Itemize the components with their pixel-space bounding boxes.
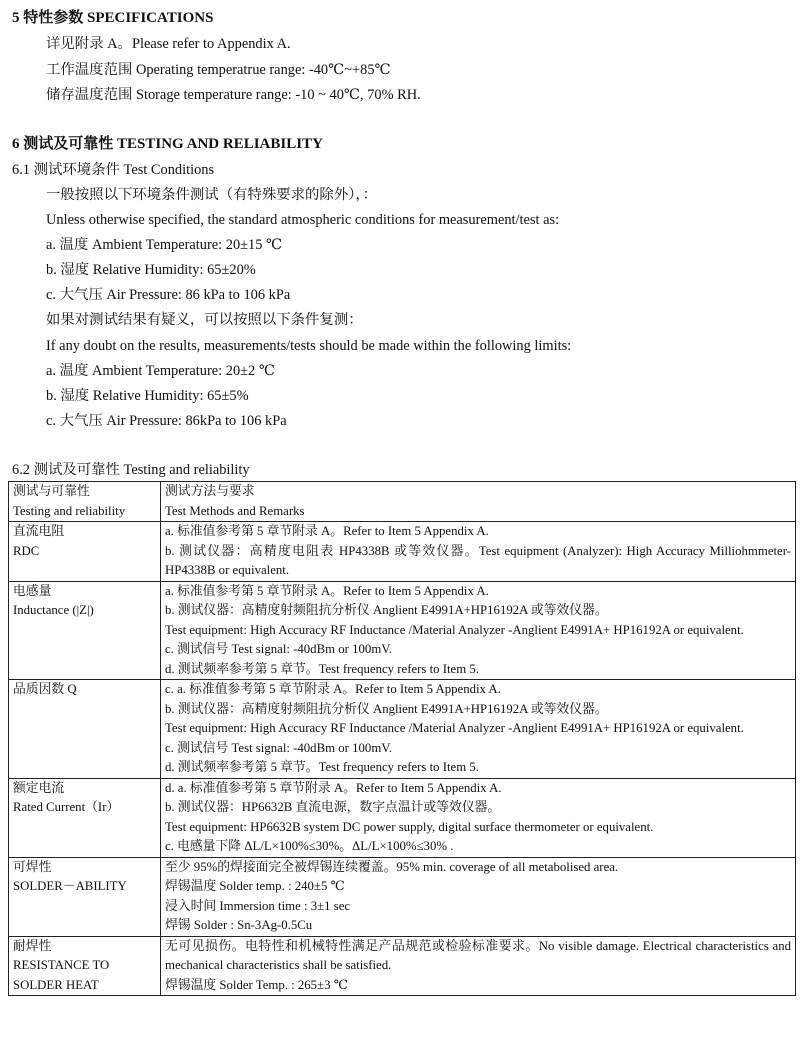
method-line: 焊锡温度 Solder Temp. : 265±3 ℃ xyxy=(165,977,349,992)
test-method-rated-current xyxy=(161,778,796,857)
method-line: b. 测试仪器：高精度电阻表 HP4338B 或等效仪器。Test equipment (Analyzer): High Accuracy Milliohmmeter-HP4338B or equivalent. xyxy=(165,543,791,577)
method-line: d. 测试频率参考第 5 章节。Test frequency refers to Item 5. xyxy=(165,760,479,774)
header-text: Test Methods and Remarks xyxy=(165,503,305,518)
section-6-heading: 6 测试及可靠性 TESTING AND RELIABILITY xyxy=(12,136,323,152)
condition-line: c. 大气压 Air Pressure: 86kPa to 106 kPa xyxy=(46,413,287,429)
test-name: 可焊性 xyxy=(13,859,52,874)
method-line: c. 测试信号 Test signal: -40dBm or 100mV. xyxy=(165,642,393,656)
table-header-row xyxy=(9,482,796,522)
test-method-q-factor xyxy=(161,680,796,779)
header-text: 测试方法与要求 xyxy=(165,484,255,498)
test-name: SOLDER－ABILITY xyxy=(13,879,127,893)
condition-line: b. 湿度 Relative Humidity: 65±5% xyxy=(46,388,249,404)
condition-line: a. 温度 Ambient Temperature: 20±15 ℃ xyxy=(46,237,283,253)
reliability-table xyxy=(8,481,796,996)
method-line: c. 电感量下降 ΔL/L×100%≤30%。ΔL/L×100%≤30% . xyxy=(165,839,454,853)
test-method-inductance xyxy=(161,581,796,680)
condition-line: c. 大气压 Air Pressure: 86 kPa to 106 kPa xyxy=(46,287,291,303)
test-name: 电感量 xyxy=(13,583,52,598)
test-method-resistance-to-solder-heat xyxy=(161,936,796,996)
test-item-rdc xyxy=(9,522,161,582)
test-item-resistance-to-solder-heat xyxy=(9,936,161,996)
table-row xyxy=(9,778,796,857)
method-line: d. 测试频率参考第 5 章节。Test frequency refers to Item 5. xyxy=(165,661,479,676)
method-line: 焊锡温度 Solder temp. : 240±5 ℃ xyxy=(165,879,345,893)
test-name: 耐焊性 xyxy=(13,938,52,953)
table-row xyxy=(9,680,796,779)
condition-line: 如果对测试结果有疑义，可以按照以下条件复测： xyxy=(46,312,363,328)
table-row xyxy=(9,857,796,936)
spec-line-operating-temp: 工作温度范围 Operating temperatrue range: -40℃~+85℃ xyxy=(46,62,391,78)
section-5-heading: 5 特性参数 SPECIFICATIONS xyxy=(12,10,214,26)
method-line: 浸入时间 Immersion time : 3±1 sec xyxy=(165,898,351,913)
test-item-q-factor xyxy=(9,680,161,779)
method-line: Test equipment: High Accuracy RF Inductance /Material Analyzer -Anglient E4991A+ HP16192A or equivalent. xyxy=(165,721,744,735)
method-line: c. 测试信号 Test signal: -40dBm or 100mV. xyxy=(165,740,393,755)
condition-line: b. 湿度 Relative Humidity: 65±20% xyxy=(46,262,256,278)
method-line: b. 测试仪器：高精度射频阻抗分析仪 Anglient E4991A+HP16192A 或等效仪器。 xyxy=(165,603,608,617)
header-col-methods xyxy=(161,482,796,522)
test-method-rdc xyxy=(161,522,796,582)
method-line: c. a. 标准值参考第 5 章节附录 A。Refer to Item 5 Appendix A. xyxy=(165,682,501,696)
test-item-rated-current xyxy=(9,778,161,857)
method-line: b. 测试仪器：HP6632B 直流电源，数字点温计或等效仪器。 xyxy=(165,800,501,814)
condition-line: Unless otherwise specified, the standard atmospheric conditions for measurement/test as: xyxy=(46,212,560,228)
spec-line-appendix: 详见附录 A。Please refer to Appendix A. xyxy=(46,36,291,52)
section-6-2-heading: 6.2 测试及可靠性 Testing and reliability xyxy=(12,462,250,478)
spec-line-storage-temp: 储存温度范围 Storage temperature range: -10 ~ 40℃, 70% RH. xyxy=(46,87,421,103)
condition-line: a. 温度 Ambient Temperature: 20±2 ℃ xyxy=(46,363,275,379)
test-name: RDC xyxy=(13,543,40,558)
section-6-1-heading: 6.1 测试环境条件 Test Conditions xyxy=(12,162,215,178)
header-col-testing xyxy=(9,482,161,522)
method-line: b. 测试仪器：高精度射频阻抗分析仪 Anglient E4991A+HP16192A 或等效仪器。 xyxy=(165,701,608,716)
test-item-inductance xyxy=(9,581,161,680)
test-name: SOLDER HEAT xyxy=(13,977,99,992)
method-line: d. a. 标准值参考第 5 章节附录 A。Refer to Item 5 Appendix A. xyxy=(165,780,502,795)
method-line: a. 标准值参考第 5 章节附录 A。Refer to Item 5 Appendix A. xyxy=(165,583,489,598)
test-name: 直流电阻 xyxy=(13,524,65,538)
table-row xyxy=(9,936,796,996)
method-line: 至少 95%的焊接面完全被焊锡连续覆盖。95% min. coverage of all metabolised area. xyxy=(165,859,619,874)
test-method-solderability xyxy=(161,857,796,936)
method-line: 焊锡 Solder : Sn-3Ag-0.5Cu xyxy=(165,918,313,932)
table-row xyxy=(9,522,796,582)
test-name: 品质因数 Q xyxy=(13,682,77,696)
method-line: 无可见损伤。电特性和机械特性满足产品规范或检验标准要求。No visible damage. Electrical characteristics and mechanical characteristics shall be satisfied. xyxy=(165,938,791,972)
method-line: a. 标准值参考第 5 章节附录 A。Refer to Item 5 Appendix A. xyxy=(165,524,489,538)
test-name: 额定电流 xyxy=(13,780,65,795)
test-name: Rated Current（Ir） xyxy=(13,800,120,814)
test-name: Inductance (|Z|) xyxy=(13,603,94,617)
test-name: RESISTANCE TO xyxy=(13,958,110,972)
header-text: Testing and reliability xyxy=(13,503,126,518)
method-line: Test equipment: High Accuracy RF Inductance /Material Analyzer -Anglient E4991A+ HP16192A or equivalent. xyxy=(165,622,744,637)
condition-line: If any doubt on the results, measurements/tests should be made within the following limits: xyxy=(46,338,572,354)
table-row xyxy=(9,581,796,680)
header-text: 测试与可靠性 xyxy=(13,484,90,498)
method-line: Test equipment: HP6632B system DC power supply, digital surface thermometer or equivalent. xyxy=(165,819,654,834)
condition-line: 一般按照以下环境条件测试（有特殊要求的除外），： xyxy=(46,187,377,203)
test-item-solderability xyxy=(9,857,161,936)
